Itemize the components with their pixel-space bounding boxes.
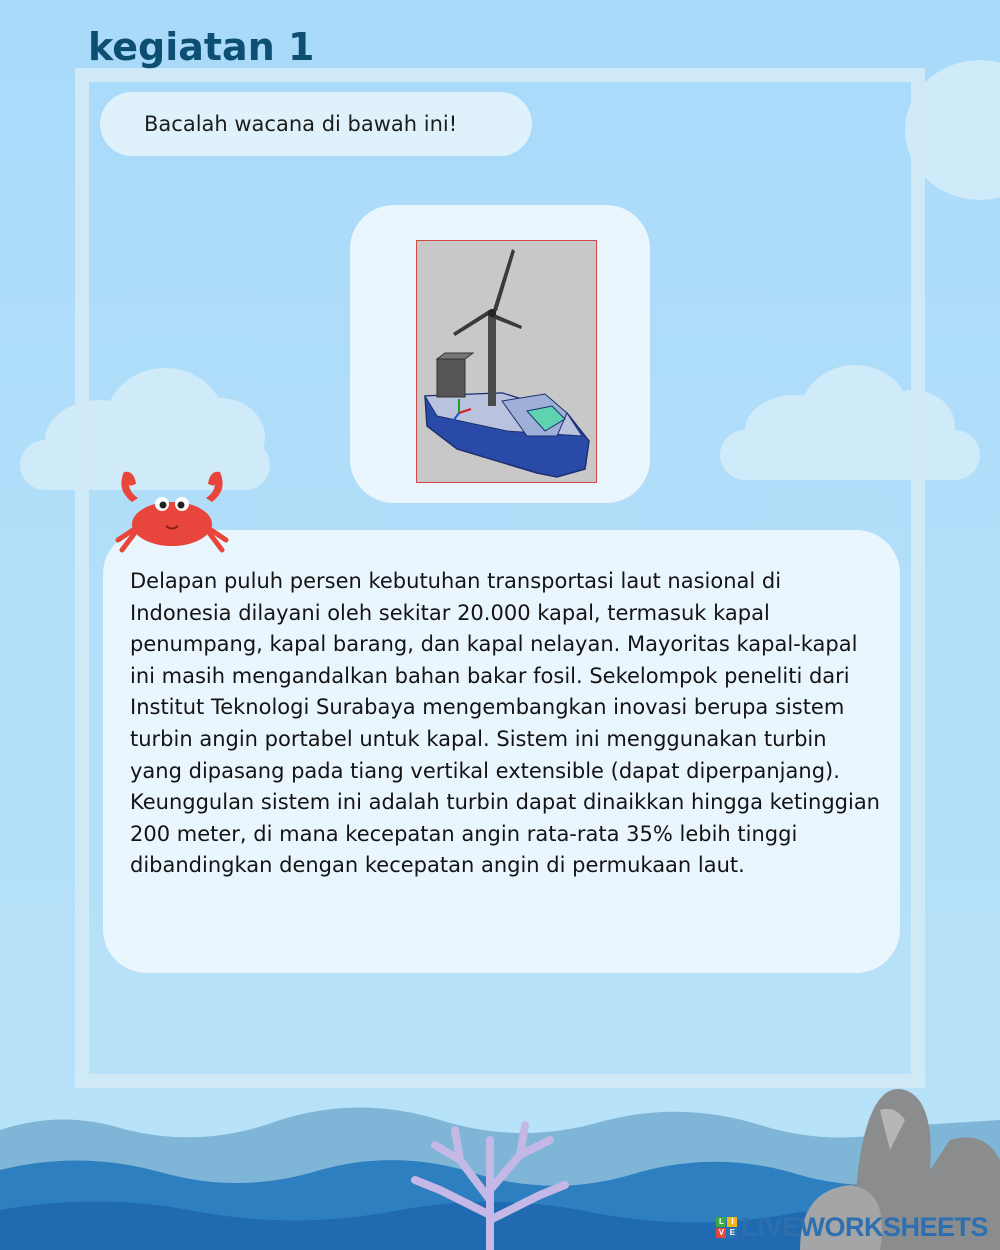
page-title: kegiatan 1 [88, 25, 315, 69]
logo-blocks-icon [716, 1217, 737, 1238]
instruction-pill [100, 92, 532, 156]
image-card [350, 205, 650, 503]
instruction-text: Bacalah wacana di bawah ini! [144, 112, 458, 136]
logo-letter-i: I [727, 1217, 737, 1227]
coral-icon [400, 1120, 580, 1250]
logo-text: LIVEWORKSHEETS [741, 1211, 988, 1242]
crab-icon [112, 468, 232, 556]
turbine-boat-image [416, 240, 597, 483]
logo-letter-e: E [727, 1228, 737, 1238]
passage-text: Delapan puluh persen kebutuhan transportasi laut nasional di Indonesia dilayani oleh sekitar 20.000 kapal, termasuk kapal penumpang, kapal barang, dan kapal nelayan. Mayoritas kapal-kapal ini masih mengandalkan bahan bakar fosil. Sekelompok peneliti dari Institut Teknologi Surabaya mengembangkan inovasi berupa sistem turbin angin portabel untuk kapal. Sistem ini menggunakan turbin yang dipasang pada tiang vertikal extensible (dapat diperpanjang). Keunggulan sistem ini adalah turbin dapat dinaikkan hingga ketinggian 200 meter, di mana kecepatan angin rata-rata 35% lebih tinggi dibandingkan dengan kecepatan angin di permukaan laut. [130, 569, 880, 878]
passage-card [103, 530, 900, 973]
logo-letter-l: L [716, 1217, 726, 1227]
logo-letter-v: V [716, 1228, 726, 1238]
wind-turbine-boat-icon [417, 241, 596, 482]
liveworksheets-logo [716, 1210, 988, 1244]
